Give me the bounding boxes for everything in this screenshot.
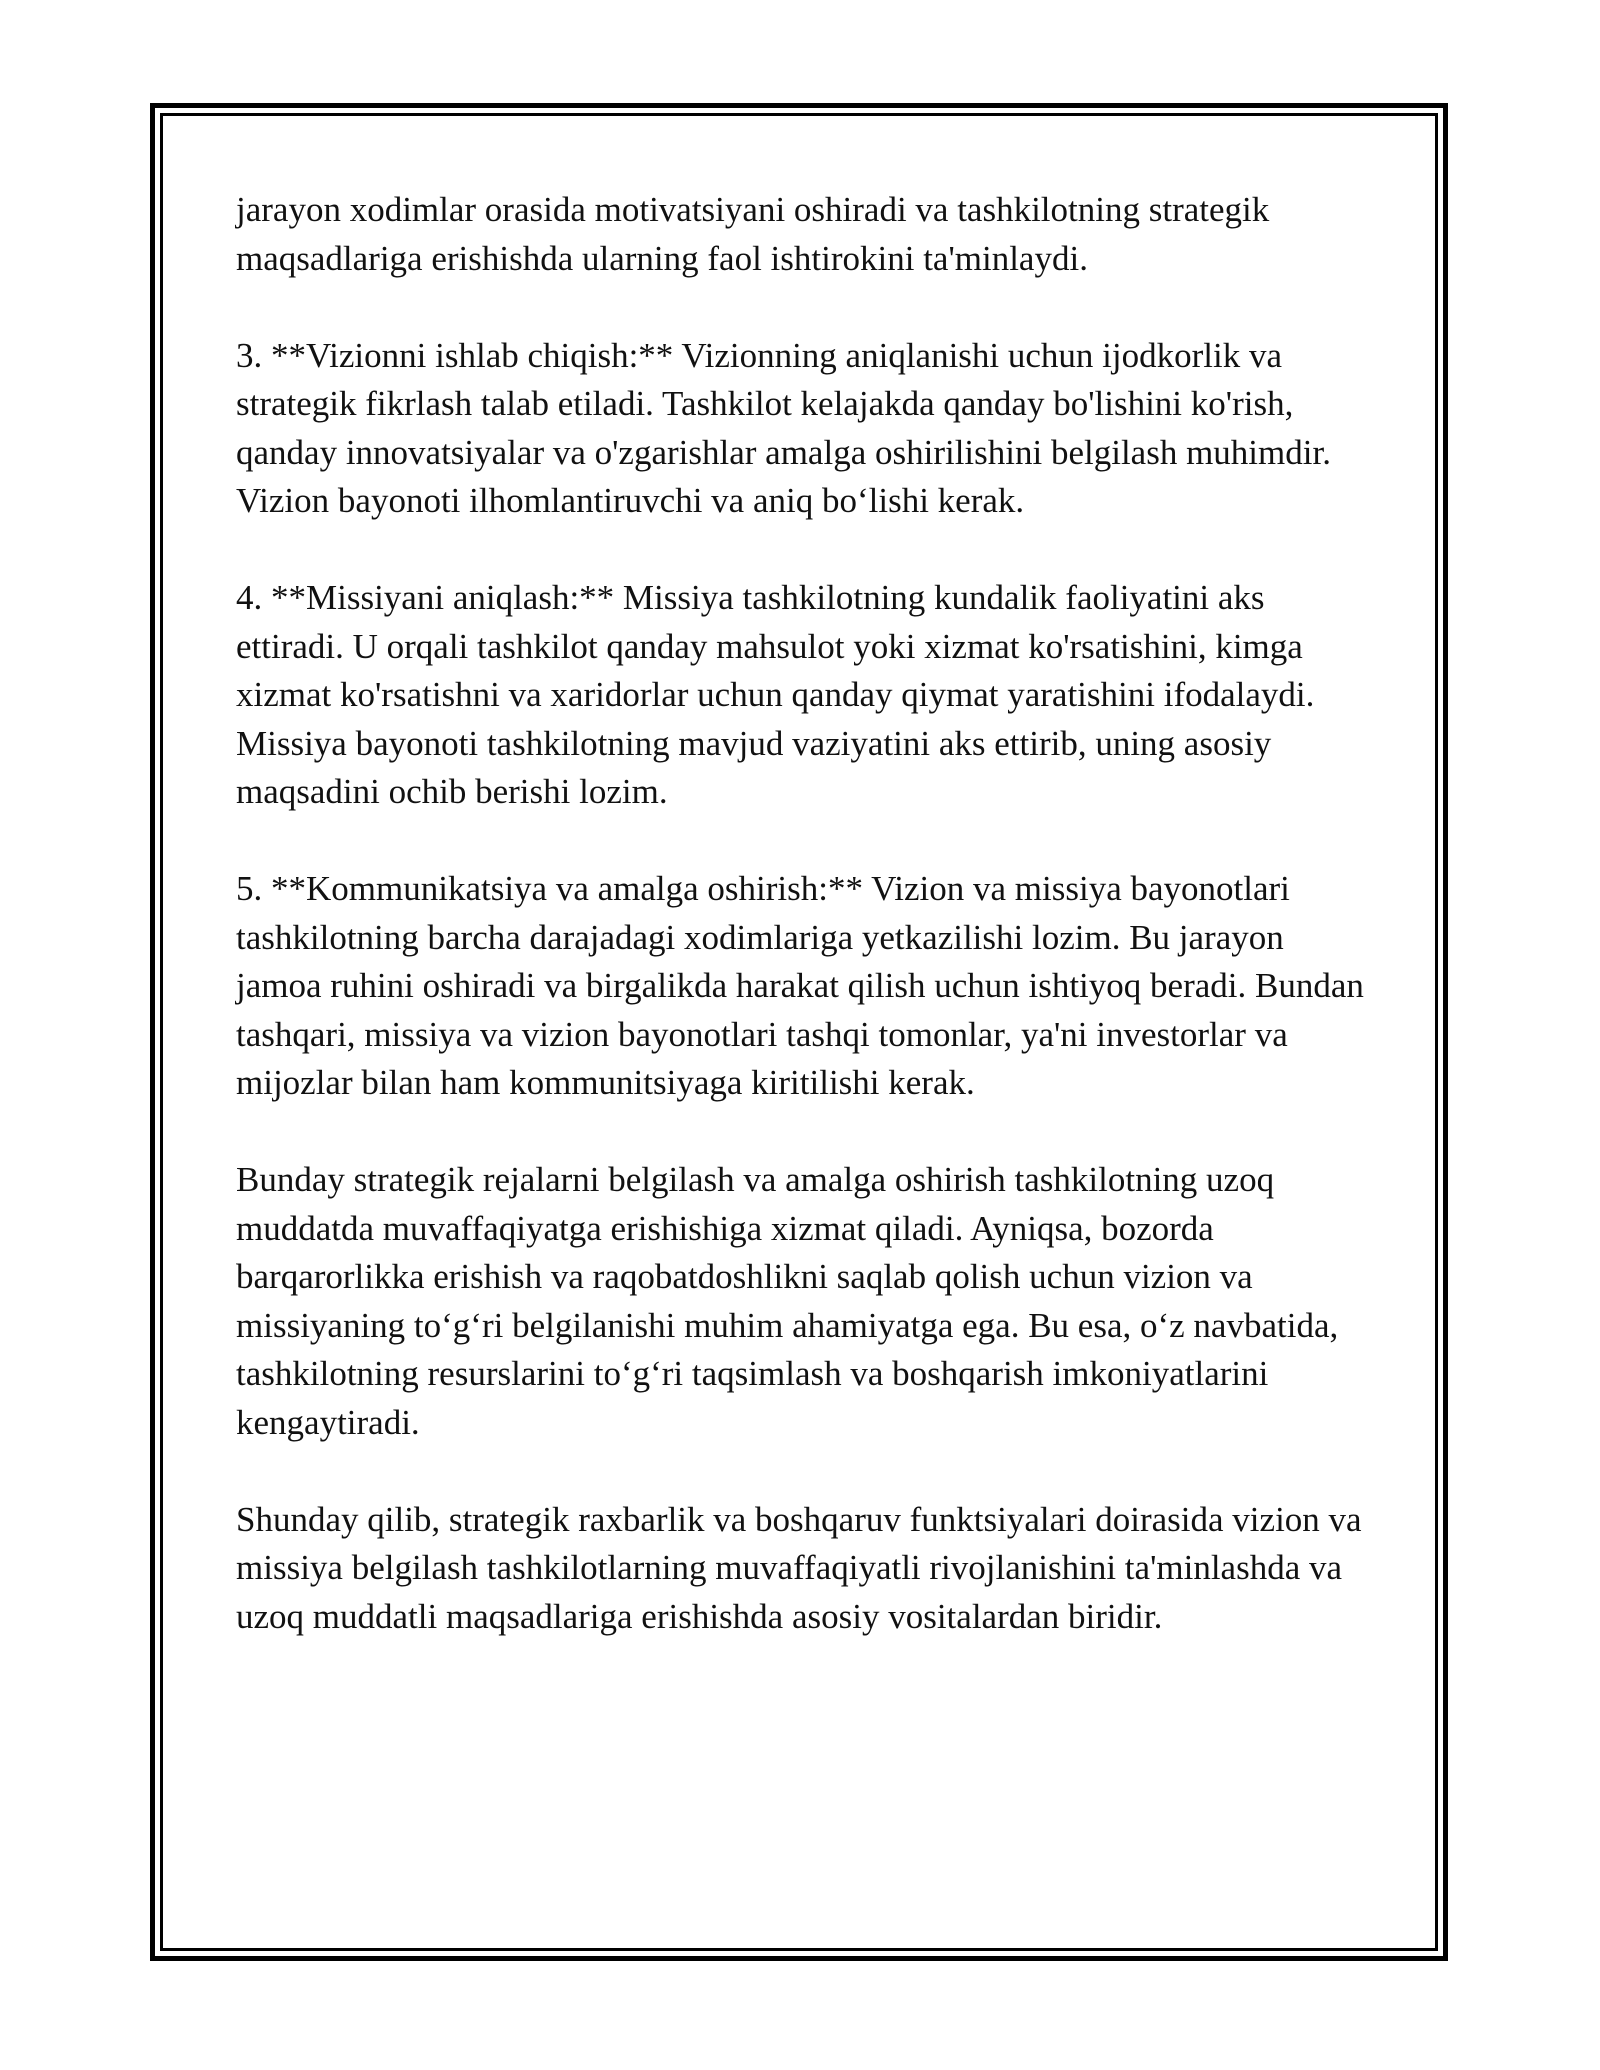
- paragraph-conclusion: Shunday qilib, strategik raxbarlik va boshqaruv funktsiyalari doirasida vizion va missiya belgilash tashkilotlarning muvaffaqiyatli rivojlanishini ta'minlashda va uzoq muddatli maqsadlariga erishishda asosiy vositalardan biridir.: [236, 1499, 1362, 1636]
- paragraph-kommunikatsiya: 5. **Kommunikatsiya va amalga oshirish:** Vizion va missiya bayonotlari tashkilotning barcha darajadagi xodimlariga yetkazilishi lozim. Bu jarayon jamoa ruhini oshiradi va birgalikda harakat qilish uchun ishtiyoq beradi. Bundan tashqari, missiya va vizion bayonotlari tashqi tomonlar, ya'ni investorlar va mijozlar bilan ham kommunitsiyaga kiritilishi kerak.: [236, 869, 1364, 1102]
- paragraph-continuation: jarayon xodimlar orasida motivatsiyani oshiradi va tashkilotning strategik maqsadlariga erishishda ularning faol ishtirokini ta'minlaydi.: [236, 190, 1270, 278]
- paragraph-missiya: 4. **Missiyani aniqlash:** Missiya tashkilotning kundalik faoliyatini aks ettiradi. U orqali tashkilot qanday mahsulot yoki xizmat ko'rsatishini, kimga xizmat ko'rsatishni va xaridorlar uchun qanday qiymat yaratishini ifodalaydi. Missiya bayonoti tashkilotning mavjud vaziyatini aks ettirib, uning asosiy maqsadini ochib berishi lozim.: [236, 578, 1315, 811]
- document-body: [236, 186, 1376, 1690]
- paragraph-strategik-rejalar: Bunday strategik rejalarni belgilash va amalga oshirish tashkilotning uzoq muddatda muvaffaqiyatga erishishiga xizmat qiladi. Ayniqsa, bozorda barqarorlikka erishish va raqobatdoshlikni saqlab qolish uchun vizion va missiyaning to‘g‘ri belgilanishi muhim ahamiyatga ega. Bu esa, o‘z navbatida, tashkilotning resurslarini to‘g‘ri taqsimlash va boshqarish imkoniyatlarini kengaytiradi.: [236, 1160, 1339, 1442]
- paragraph-vizion: 3. **Vizionni ishlab chiqish:** Vizionning aniqlanishi uchun ijodkorlik va strategik fikrlash talab etiladi. Tashkilot kelajakda qanday bo'lishini ko'rish, qanday innovatsiyalar va o'zgarishlar amalga oshirilishini belgilash muhimdir. Vizion bayonoti ilhomlantiruvchi va aniq bo‘lishi kerak.: [236, 335, 1331, 520]
